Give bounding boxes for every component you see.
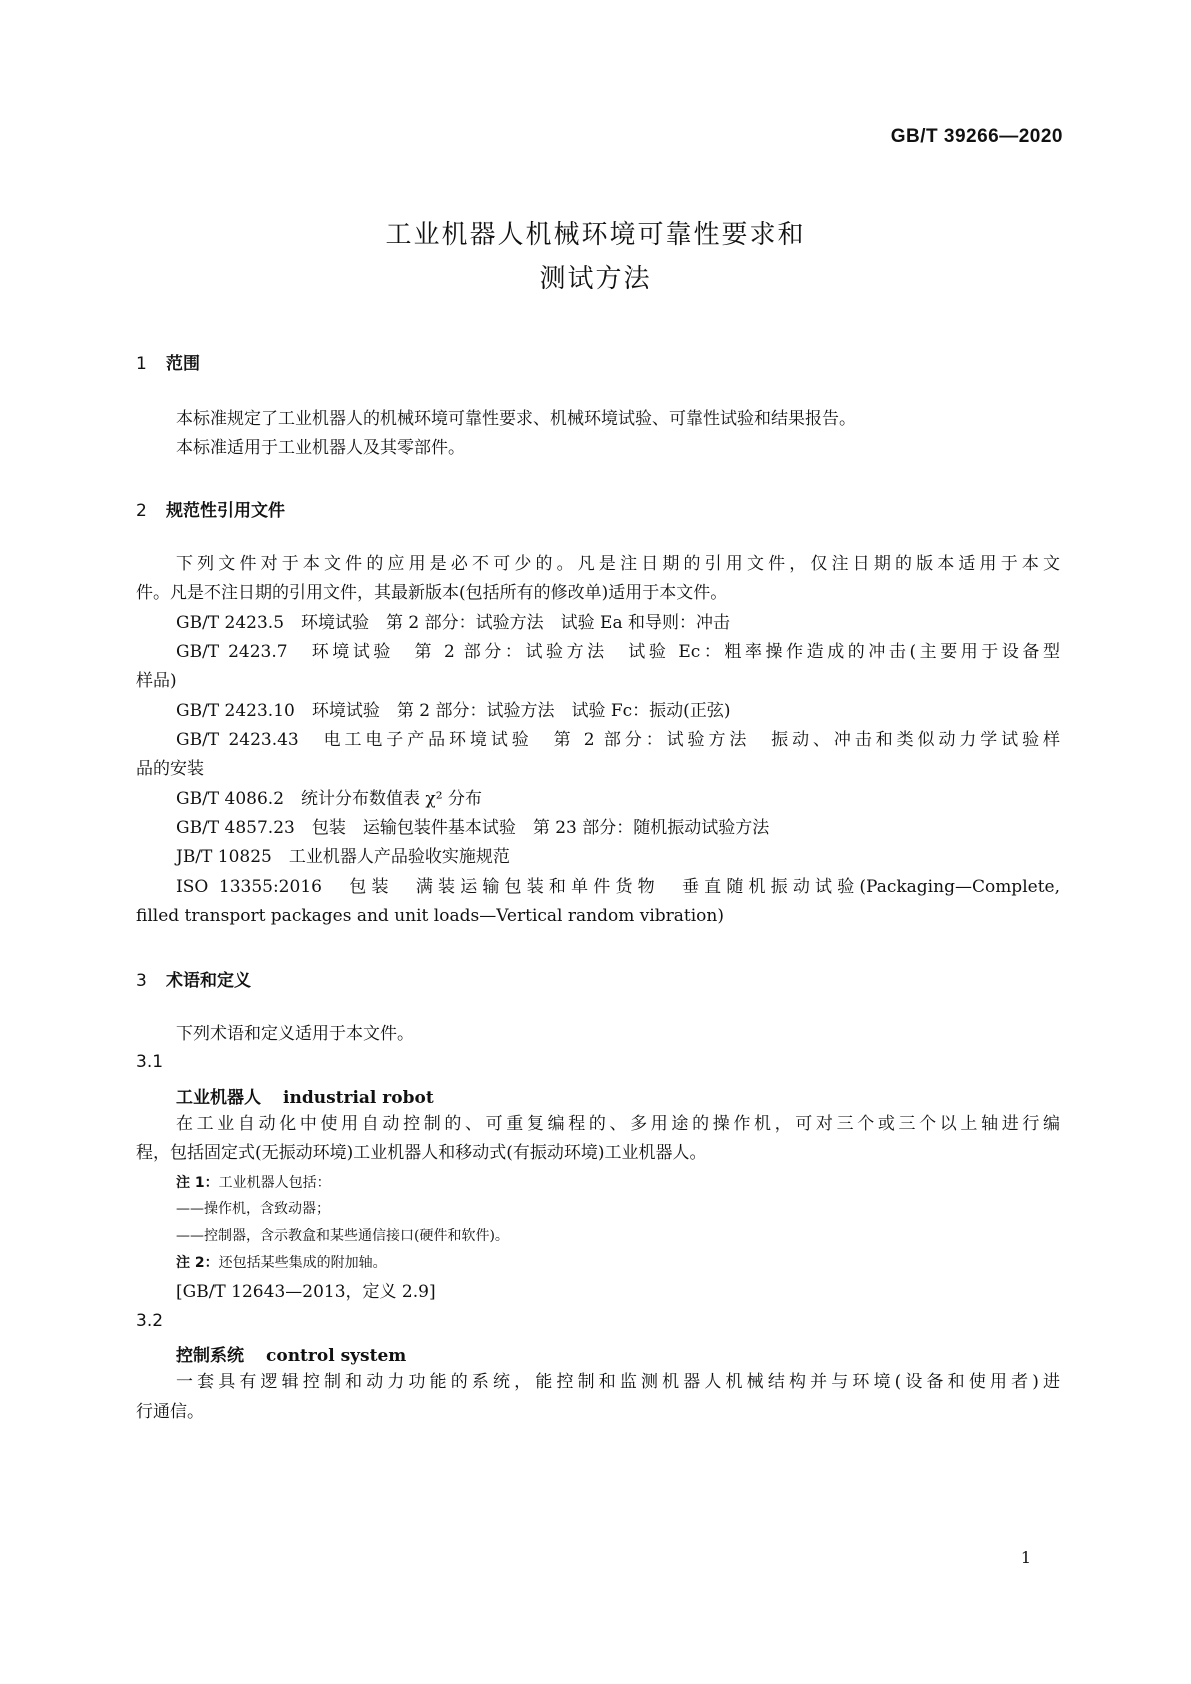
note-label: 注 1： [176, 1175, 219, 1191]
note-1 [176, 1174, 331, 1192]
term-number: 3.1 [136, 1052, 164, 1072]
section-1-heading [136, 349, 200, 374]
term-english: control system [266, 1346, 407, 1366]
term-chinese: 工业机器人 [176, 1088, 261, 1108]
term-definition-line-2: 行通信。 [136, 1402, 204, 1422]
document-title-line2: 测试方法 [539, 264, 652, 294]
section-number: 3 [136, 971, 147, 991]
document-title-line1: 工业机器人机械环境可靠性要求和 [385, 220, 806, 250]
term-english: industrial robot [283, 1088, 434, 1108]
note-2 [176, 1254, 387, 1272]
term-source: [GB/T 12643—2013，定义 2.9] [176, 1282, 436, 1302]
term-definition-line-2: 程，包括固定式(无振动环境)工业机器人和移动式(有振动环境)工业机器人。 [136, 1143, 707, 1163]
page-number: 1 [1020, 1548, 1031, 1567]
reference-item: GB/T 2423.43 电工电子产品环境试验 第 2 部分：试验方法 振动、冲击和类似动力学试验样 [176, 730, 1060, 750]
section-2-intro-line-2: 件。凡是不注日期的引用文件，其最新版本(包括所有的修改单)适用于本文件。 [136, 583, 728, 603]
note-text: 还包括某些集成的附加轴。 [218, 1255, 387, 1271]
note-label: 注 2： [176, 1255, 219, 1271]
reference-item-continued: 样品) [136, 671, 177, 691]
section-3-heading [136, 966, 251, 991]
term-definition-line-1: 一套具有逻辑控制和动力功能的系统，能控制和监测机器人机械结构并与环境(设备和使用者)进 [176, 1372, 1060, 1392]
reference-item: GB/T 4086.2 统计分布数值表 χ² 分布 [176, 789, 482, 809]
section-number: 1 [136, 354, 147, 374]
note-list-item: ——操作机，含致动器； [176, 1201, 330, 1217]
section-2-heading [136, 496, 285, 521]
reference-item: JB/T 10825 工业机器人产品验收实施规范 [176, 847, 510, 867]
standard-number: GB/T 39266—2020 [890, 126, 1063, 147]
reference-item: GB/T 4857.23 包装 运输包装件基本试验 第 23 部分：随机振动试验方法 [176, 818, 770, 838]
term-heading [176, 1341, 406, 1366]
term-heading [176, 1083, 434, 1108]
section-2-intro-line-1: 下列文件对于本文件的应用是必不可少的。凡是注日期的引用文件，仅注日期的版本适用于本文 [176, 554, 1060, 574]
section-1-para-1: 本标准规定了工业机器人的机械环境可靠性要求、机械环境试验、可靠性试验和结果报告。 [176, 409, 856, 429]
term-number: 3.2 [136, 1311, 164, 1331]
reference-item-continued: 品的安装 [136, 759, 204, 779]
reference-item: ISO 13355:2016 包装 满装运输包装和单件货物 垂直随机振动试验(Packaging—Complete, [176, 877, 1060, 897]
reference-item: GB/T 2423.10 环境试验 第 2 部分：试验方法 试验 Fc：振动(正弦) [176, 701, 731, 721]
note-text: 工业机器人包括： [218, 1175, 331, 1191]
section-title: 术语和定义 [166, 971, 251, 991]
reference-item: GB/T 2423.7 环境试验 第 2 部分：试验方法 试验 Ec：粗率操作造成的冲击(主要用于设备型 [176, 642, 1060, 662]
term-chinese: 控制系统 [176, 1346, 244, 1366]
section-title: 规范性引用文件 [166, 501, 285, 521]
term-definition-line-1: 在工业自动化中使用自动控制的、可重复编程的、多用途的操作机，可对三个或三个以上轴进行编 [176, 1114, 1060, 1134]
section-title: 范围 [166, 354, 200, 374]
reference-item: GB/T 2423.5 环境试验 第 2 部分：试验方法 试验 Ea 和导则：冲击 [176, 613, 731, 633]
section-1-para-2: 本标准适用于工业机器人及其零部件。 [176, 438, 465, 458]
section-3-intro: 下列术语和定义适用于本文件。 [176, 1024, 414, 1044]
note-list-item: ——控制器，含示教盒和某些通信接口(硬件和软件)。 [176, 1228, 509, 1244]
section-number: 2 [136, 501, 147, 521]
reference-item-continued: filled transport packages and unit loads—Vertical random vibration) [136, 906, 724, 926]
